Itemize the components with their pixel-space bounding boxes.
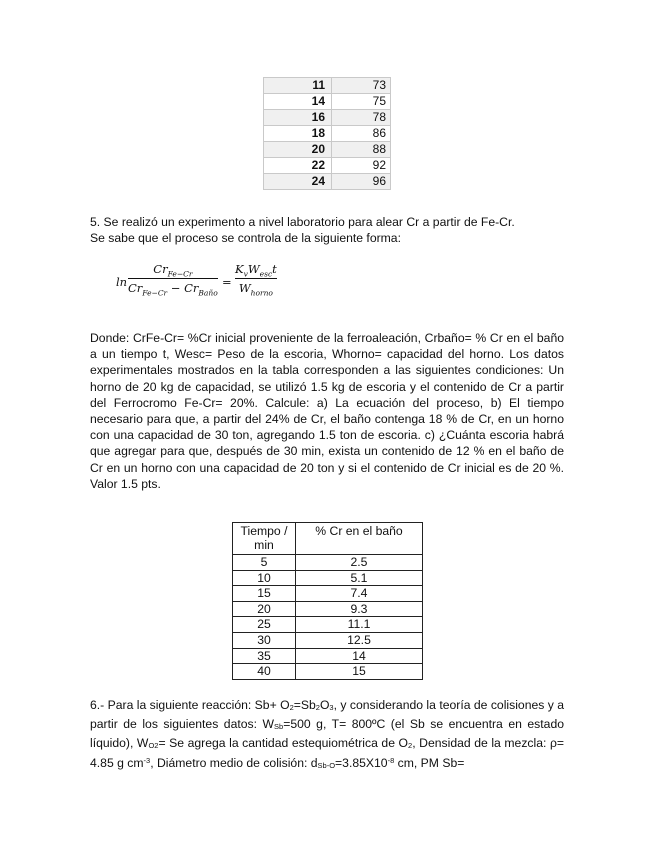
table-cell-value: 73 [332, 78, 391, 94]
table-row [233, 617, 423, 633]
header-time: Tiempo / min [233, 523, 296, 555]
table-row [264, 110, 391, 126]
time-cell: 5 [233, 555, 296, 571]
table-cell-key: 20 [264, 142, 332, 158]
table-row [264, 158, 391, 174]
table-cell-value: 88 [332, 142, 391, 158]
chromium-data-table [232, 522, 423, 680]
cr-percent-cell: 5.1 [296, 570, 423, 586]
header-cr: % Cr en el baño [296, 523, 423, 555]
table-row [264, 126, 391, 142]
time-cell: 10 [233, 570, 296, 586]
time-cell: 30 [233, 632, 296, 648]
cr-percent-cell: 14 [296, 648, 423, 664]
table-row [233, 648, 423, 664]
table-cell-value: 96 [332, 174, 391, 190]
table-row [264, 78, 391, 94]
cr-percent-cell: 2.5 [296, 555, 423, 571]
formula-left-fraction: $Cr_{Fe-Cr}$ $Cr_{Fe-Cr} - Cr_{Baño}$ [128, 262, 218, 298]
table-row [264, 174, 391, 190]
time-cell: 15 [233, 586, 296, 602]
table-cell-value: 92 [332, 158, 391, 174]
time-cell: 35 [233, 648, 296, 664]
table-cell-value: 86 [332, 126, 391, 142]
cr-percent-cell: 7.4 [296, 586, 423, 602]
cr-percent-cell: 15 [296, 664, 423, 680]
table-cell-key: 18 [264, 126, 332, 142]
table-row [233, 664, 423, 680]
problem-6-text: 6.- Para la siguiente reacción: Sb+ O2=Sb2O3, y considerando la teoría de colisiones y a partir de los siguientes datos: WSb=500 g, T= 800ºC (el Sb se encuentra en estado líquido), WO2= Se agrega la cantidad estequiométrica de O2, Densidad de la mezcla: ρ= 4.85 g $cm^{-3}$, Diámetro medio de colisión: dSb-$O=3.85X10^{-8}$ cm, PM Sb= [90, 698, 565, 770]
cr-percent-cell: 11.1 [296, 617, 423, 633]
table-cell-key: 14 [264, 94, 332, 110]
problem-5-line-2: Se sabe que el proceso se controla de la siguiente forma: [90, 231, 401, 246]
cr-percent-cell: 12.5 [296, 632, 423, 648]
data-table-top [263, 77, 391, 190]
table-cell-key: 22 [264, 158, 332, 174]
table-row [233, 601, 423, 617]
table-cell-key: 24 [264, 174, 332, 190]
problem-5-body: Donde: CrFe-Cr= %Cr inicial proveniente de la ferroaleación, Crbaño= % Cr en el baño a un tiempo t, Wesc= Peso de la escoria, Whorno= capacidad del horno. Los datos experimentales mostrados en la tabla corresponden a las siguientes condiciones: Un horno de 20 kg de capacidad, se utilizó 1.5 kg de escoria y el contenido de Cr a partir del Ferrocromo Fe-Cr= 20%. Calcule: a) La ecuación del proceso, b) El tiempo necesario para que, a partir del 24% de Cr, el baño contenga 18 % de Cr, en un horno con una capacidad de 30 ton, agregando 1.5 ton de escoria. c) ¿Cuánta escoria habrá que agregar para que, después de 30 min, exista un contenido de 12 % en el baño de Cr en un horno con una capacidad de 20 ton y si el contenido de Cr inicial es de 20 %. Valor 1.5 pts. [90, 331, 564, 491]
table-row [233, 555, 423, 571]
formula-ln: ln [116, 275, 128, 289]
table-cell-key: 16 [264, 110, 332, 126]
process-equation [116, 262, 316, 302]
time-cell: 40 [233, 664, 296, 680]
table-row [233, 586, 423, 602]
table-row [233, 632, 423, 648]
table-cell-key: 11 [264, 78, 332, 94]
time-cell: 20 [233, 601, 296, 617]
table-cell-value: 78 [332, 110, 391, 126]
table-row [264, 94, 391, 110]
cr-percent-cell: 9.3 [296, 601, 423, 617]
table-cell-value: 75 [332, 94, 391, 110]
time-cell: 25 [233, 617, 296, 633]
formula-equals: = [222, 275, 232, 289]
problem-5-line-1: 5. Se realizó un experimento a nivel laboratorio para alear Cr a partir de Fe-Cr. [90, 215, 515, 229]
table-row [264, 142, 391, 158]
table-row [233, 570, 423, 586]
problem-5-intro [90, 214, 564, 246]
formula-right-fraction: $K_vW_{esc}t$ $W_{horno}$ [235, 262, 277, 298]
